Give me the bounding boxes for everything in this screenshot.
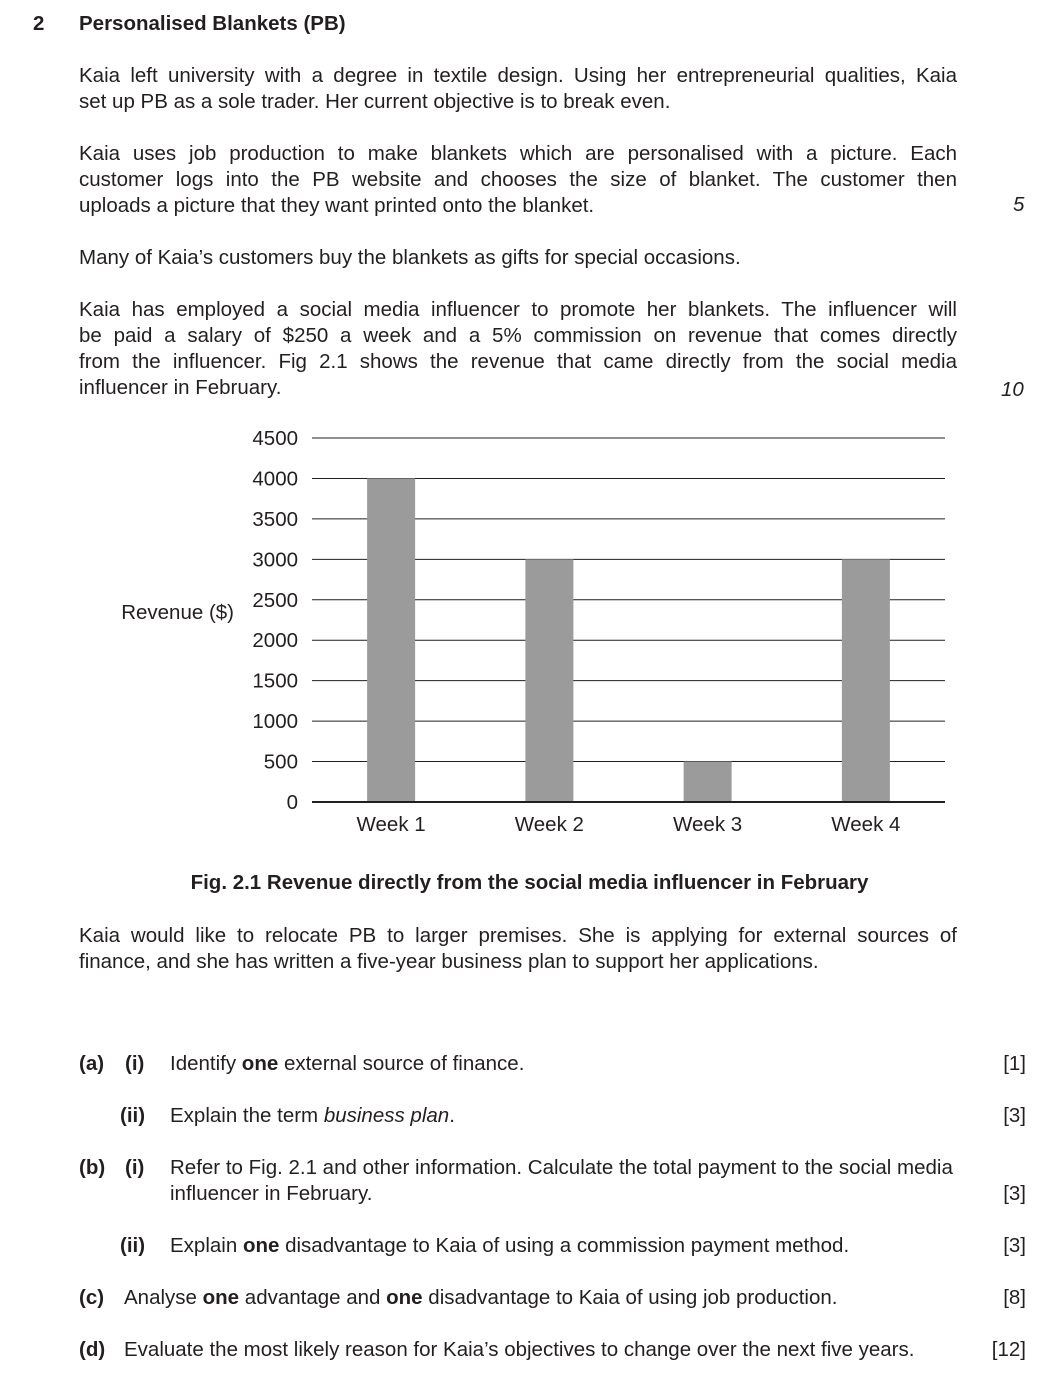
mark-allocation: [8] — [1003, 1286, 1026, 1309]
bar-week-3 — [684, 762, 732, 802]
bar-week-4 — [842, 559, 890, 802]
text-line: uploads a picture that they want printed onto the blanket. — [79, 194, 595, 217]
y-tick-label: 2500 — [252, 588, 298, 612]
question-number: 2 — [33, 12, 45, 35]
question-text: Explain the term — [170, 1104, 324, 1127]
question-emphasis: one — [242, 1234, 280, 1257]
mark-allocation: [3] — [1003, 1234, 1026, 1257]
y-tick-label: 2000 — [252, 629, 298, 653]
text-line: Kaia would like to relocate PB to larger premises. She is applying for external sources of — [79, 924, 957, 947]
paragraph-job-production — [79, 141, 957, 219]
text-line: Many of Kaia’s customers buy the blankets as gifts for special occasions. — [79, 246, 741, 269]
question-text: external source of finance. — [278, 1052, 525, 1075]
bar-week-2 — [525, 559, 573, 802]
question-emphasis: one — [386, 1286, 423, 1309]
text-line: Kaia uses job production to make blankets which are personalised with a picture. Each — [79, 142, 957, 165]
paragraph-relocate — [79, 923, 957, 975]
question-text: influencer in February. — [170, 1182, 373, 1205]
y-tick-label: 3000 — [252, 548, 298, 572]
paragraph-influencer — [79, 297, 957, 401]
paragraph-gifts — [79, 245, 957, 271]
text-line: customer logs into the PB website and chooses the size of blanket. The customer then — [79, 168, 957, 191]
question-text: Identify — [170, 1052, 242, 1075]
text-line: be paid a salary of $250 a week and a 5% commission on revenue that comes directly — [79, 324, 957, 347]
x-tick-label: Week 2 — [514, 813, 584, 836]
line-number-5: 5 — [1013, 193, 1025, 216]
y-tick-label: 4000 — [252, 467, 298, 491]
question-title: Personalised Blankets (PB) — [79, 12, 346, 35]
x-tick-label: Week 4 — [831, 813, 901, 836]
question-emphasis: one — [202, 1286, 240, 1309]
question-text: Evaluate the most likely reason for Kaia’s objectives to change over the next five years. — [124, 1338, 915, 1361]
question-text: Explain — [170, 1234, 243, 1257]
line-number-10: 10 — [1001, 378, 1024, 401]
part-label: (c) — [79, 1286, 105, 1309]
question-text: disadvantage to Kaia of using a commission payment method. — [279, 1234, 850, 1257]
question-emphasis: one — [241, 1052, 279, 1075]
question-text: . — [449, 1104, 455, 1127]
question-text: Analyse — [124, 1286, 203, 1309]
mark-allocation: [12] — [991, 1338, 1026, 1361]
x-tick-label: Week 1 — [356, 813, 426, 836]
sub-label: (i) — [125, 1052, 145, 1075]
y-tick-label: 500 — [263, 750, 298, 774]
y-tick-label: 0 — [286, 791, 298, 814]
revenue-bar-chart — [100, 420, 960, 840]
question-emphasis: business plan — [323, 1104, 450, 1127]
y-tick-label: 1000 — [252, 710, 298, 734]
x-tick-label: Week 3 — [673, 813, 743, 836]
sub-label: (ii) — [120, 1234, 146, 1257]
y-tick-label: 3500 — [252, 507, 298, 531]
question-text: Refer to Fig. 2.1 and other information. Calculate the total payment to the social media — [170, 1156, 953, 1179]
y-tick-label: 4500 — [252, 427, 298, 450]
bar-week-1 — [367, 478, 415, 802]
text-line: Kaia has employed a social media influencer to promote her blankets. The influencer will — [79, 298, 957, 321]
text-line: Kaia left university with a degree in textile design. Using her entrepreneurial qualities, Kaia — [79, 64, 957, 87]
question-b-i — [79, 1156, 1026, 1208]
text-line: influencer in February. — [79, 376, 282, 399]
mark-allocation: [3] — [1003, 1182, 1026, 1205]
text-line: from the influencer. Fig 2.1 shows the revenue that came directly from the social media — [79, 350, 957, 373]
figure-caption: Fig. 2.1 Revenue directly from the social media influencer in February — [190, 871, 869, 894]
question-text: advantage and — [239, 1286, 387, 1309]
y-tick-label: 1500 — [252, 669, 298, 693]
part-label: (b) — [79, 1156, 106, 1179]
part-label: (a) — [79, 1052, 105, 1075]
question-text: disadvantage to Kaia of using job production. — [422, 1286, 838, 1309]
text-line: set up PB as a sole trader. Her current objective is to break even. — [79, 90, 671, 113]
sub-label: (ii) — [120, 1104, 146, 1127]
sub-label: (i) — [125, 1156, 145, 1179]
paragraph-intro — [79, 63, 957, 115]
text-line: finance, and she has written a five-year business plan to support her applications. — [79, 950, 819, 973]
mark-allocation: [1] — [1003, 1052, 1026, 1075]
part-label: (d) — [79, 1338, 106, 1361]
y-axis-label: Revenue ($) — [121, 601, 234, 624]
mark-allocation: [3] — [1003, 1104, 1026, 1127]
